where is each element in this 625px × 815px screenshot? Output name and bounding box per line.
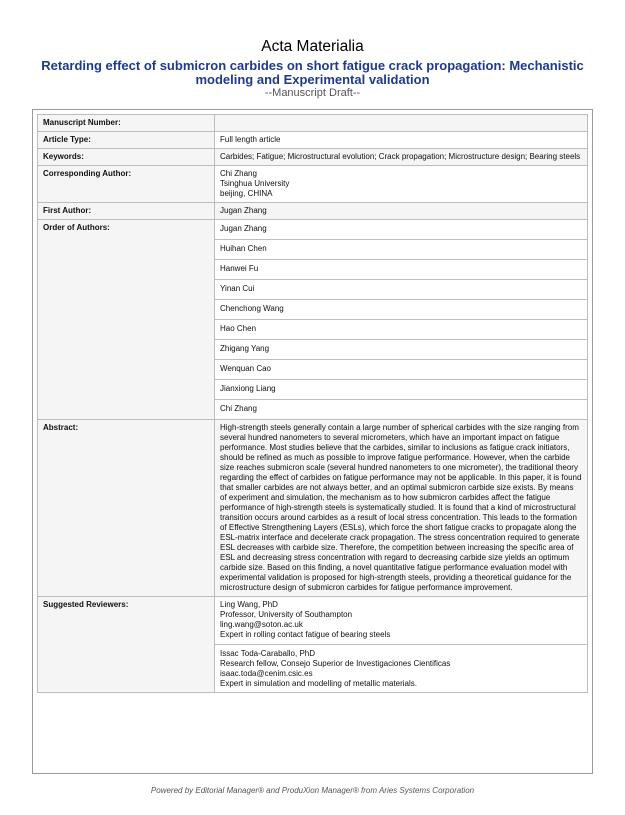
first-author-label: First Author:	[38, 203, 215, 220]
reviewer-name: Ling Wang, PhD	[220, 600, 278, 609]
author-list-item: Huihan Chen	[215, 240, 588, 260]
author-list-item: Hanwei Fu	[215, 260, 588, 280]
article-type-label: Article Type:	[38, 132, 215, 149]
row-abstract	[38, 420, 588, 597]
corresponding-author-institution: Tsinghua University	[220, 179, 290, 188]
reviewer-position: Research fellow, Consejo Superior de Investigaciones Cientificas	[220, 659, 451, 668]
order-of-authors-label: Order of Authors:	[38, 220, 215, 420]
powered-by-footer: Powered by Editorial Manager® and ProduXion Manager® from Aries Systems Corporation	[150, 786, 475, 795]
author-list-item: Zhigang Yang	[215, 340, 588, 360]
manuscript-title: Retarding effect of submicron carbides on short fatigue crack propagation: Mechanistic modeling and Experimental validation	[41, 58, 584, 87]
row-article-type	[38, 132, 588, 149]
row-first-author	[38, 203, 588, 220]
row-corresponding-author	[38, 166, 588, 203]
author-list-item: Chenchong Wang	[215, 300, 588, 320]
corresponding-author-value	[215, 166, 588, 203]
row-order-of-authors	[38, 220, 588, 240]
keywords-value: Carbides; Fatigue; Microstructural evolution; Crack propagation; Microstructure design; Bearing steels	[215, 149, 588, 166]
abstract-label: Abstract:	[38, 420, 215, 597]
draft-label: --Manuscript Draft--	[264, 87, 361, 99]
reviewer-divider	[215, 644, 587, 645]
reviewer-position: Professor, University of Southampton	[220, 610, 353, 619]
corresponding-author-name: Chi Zhang	[220, 169, 257, 178]
corresponding-author-location: beijing, CHINA	[220, 189, 273, 198]
first-author-value: Jugan Zhang	[215, 203, 588, 220]
reviewer-email: ling.wang@soton.ac.uk	[220, 620, 303, 629]
author-list-item: Wenquan Cao	[215, 360, 588, 380]
manuscript-details-panel	[32, 109, 593, 774]
article-type-value: Full length article	[215, 132, 588, 149]
row-suggested-reviewers	[38, 597, 588, 693]
suggested-reviewers-label: Suggested Reviewers:	[38, 597, 215, 693]
journal-name: Acta Materialia	[261, 38, 364, 55]
reviewer-expertise: Expert in simulation and modelling of metallic materials.	[220, 679, 417, 688]
reviewer-email: isaac.toda@cenim.csic.es	[220, 669, 313, 678]
reviewer-entry	[220, 600, 582, 640]
row-keywords	[38, 149, 588, 166]
keywords-label: Keywords:	[38, 149, 215, 166]
author-list-item: Yinan Cui	[215, 280, 588, 300]
reviewer-name: Issac Toda-Caraballo, PhD	[220, 649, 316, 658]
author-list-item: Jugan Zhang	[215, 220, 588, 240]
abstract-text: High-strength steels generally contain a large number of spherical carbides with the size ranging from several hundred nanometers to several micrometers, which have an important impact on fatigue performance. Most studies believe that the carbides, similar to inclusions as fatigue crack initiators, should be refined as much as possible to improve fatigue performance. However, when the carbide size reaches submicron scale (several hundred nanometers to one micrometer), the traditional theory regarding the effect of carbides on fatigue performance may not be applicable. In this paper, it is found that smaller carbides are not always better, and an optimal submicron carbide size exists. By means of experiment and simulation, the mechanism as to how submicron carbides affect the fatigue performance of high-strength steels is systematically studied. It is found that a kind of microstructural transition occurs around carbides as a result of local stress concentration. This leads to the formation of Effective Strengthening Layers (ESLs), which force the short fatigue cracks to propagate along the ESL-matrix interface and decelerate crack propagation. The stress concentration required to generate ESL decreases with carbide size. Therefore, the competition between increasing the specific area of ESL and decreasing stress concentration with regard to decreasing carbide size yields an optimum carbide size. Based on this finding, a novel quantitative fatigue performance evaluation model with experimental validation is proposed for high-strength steels, providing a theoretical guidance for the microstructure design of submicron carbides for fatigue performance improvement.	[215, 420, 588, 597]
author-list-item: Chi Zhang	[215, 400, 588, 420]
author-list-item: Jianxiong Liang	[215, 380, 588, 400]
reviewer-expertise: Expert in rolling contact fatigue of bearing steels	[220, 630, 391, 639]
manuscript-number-value	[215, 115, 588, 132]
reviewer-entry	[220, 649, 582, 689]
author-list-item: Hao Chen	[215, 320, 588, 340]
page-header	[0, 0, 625, 99]
corresponding-author-label: Corresponding Author:	[38, 166, 215, 203]
suggested-reviewers-value	[215, 597, 588, 693]
manuscript-number-label: Manuscript Number:	[38, 115, 215, 132]
manuscript-details-table	[37, 114, 588, 693]
row-manuscript-number	[38, 115, 588, 132]
